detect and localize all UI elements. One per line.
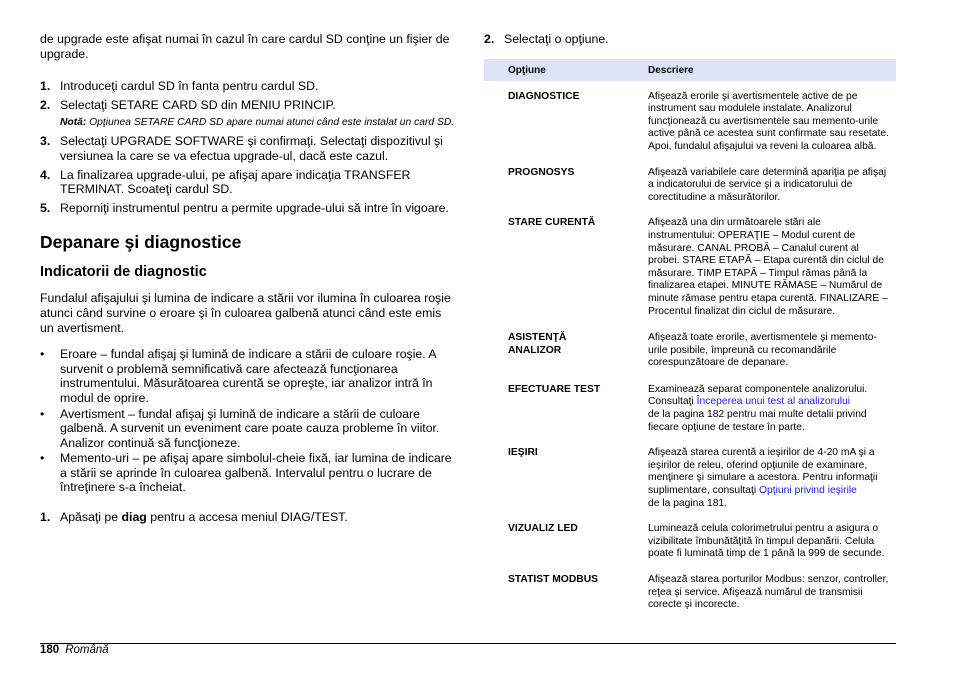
bullet-item: • Avertisment – fundal afişaj şi lumină de indicare a stării de culoare galbenă. A survenit un eveniment care poate cauza probleme în viitor. Analizor continuă să funcţioneze.	[40, 406, 440, 450]
language-label: Română	[65, 644, 109, 656]
table-row: PROGNOSYS Afişează variabilele care determină apariţia pe afişaj a indicatorului de service şi a indicatorului de corectitudine a măsurătorilor.	[508, 166, 887, 203]
table-row: EFECTUARE TEST Examinează separat componentele analizorului. Consultaţi Începerea unui test al analizorului de la pagina 182 pentru mai multe detalii privind fiecare opţiune de testare în parte.	[508, 383, 868, 433]
intro-text: de upgrade este afişat numai în cazul în care cardul SD conţine un fişier de upgrade.	[40, 32, 450, 61]
page-number: 180	[40, 644, 60, 656]
table-row: DIAGNOSTICE Afişează erorile şi avertismentele active de pe instrument sau modulele instalate. Analizorul funcţionează cu avertismentele sau memento-urile active până ce acestea sunt confirmate sau resetate. Apoi, fundalul afişajului va reveni la culoarea albă.	[508, 90, 889, 152]
options-table	[484, 59, 896, 612]
subsection-heading: Indicatorii de diagnostic	[40, 264, 207, 281]
bullet-item: • Memento-uri – pe afişaj apare simbolul-cheie fixă, iar lumina de indicare a stării se aprinde în culoarea galbenă. Intervalul pentru o lucrare de întreţinere s-a încheiat.	[40, 451, 452, 495]
table-row: IEŞIRI Afişează starea curentă a ieşirilor de 4-20 mA şi a ieşirilor de releu, oferind opţiunile de examinare, menţinere şi simulare a acestora. Pentru informaţii suplimentare, consultaţi Opţiuni privind ieşirile de la pagina 181.	[508, 447, 878, 509]
diag-step-1: 1. Apăsaţi pe diag pentru a accesa meniul DIAG/TEST.	[40, 510, 348, 525]
col-header-option: Opţiune	[484, 59, 642, 81]
bullet-item: • Eroare – fundal afişaj şi lumină de indicare a stării de culoare roşie. A survenit o problemă semnificativă care afectează funcţionarea instrumentului. Măsurătoarea curentă se opreşte, iar analizor intră în modul de oprire.	[40, 347, 436, 405]
step-2: 2. Selectaţi SETARE CARD SD din MENIU PRINCIP.	[40, 97, 336, 112]
section-heading: Depanare şi diagnostice	[40, 232, 242, 253]
diagnostic-paragraph: Fundalul afişajului şi lumina de indicare a stării vor ilumina în culoarea roşie atunci când survine o eroare şi în culoarea galbenă atunci când este emis un avertisment.	[40, 291, 451, 335]
col-header-description: Descriere	[642, 59, 896, 81]
right-column	[484, 32, 896, 612]
step-5: 5. Reporniţi instrumentul pentru a permite upgrade-ului să intre în vigoare.	[40, 200, 449, 215]
footer-rule	[40, 643, 896, 644]
step-4: 4. La finalizarea upgrade-ului, pe afişaj apare indicaţia TRANSFER TERMINAT. Scoateţi cardul SD.	[40, 167, 411, 197]
left-column	[40, 32, 455, 525]
table-row: STARE CURENTĂ Afişează una din următoarele stări ale instrumentului: OPERAŢIE – Modul curent de măsurare. CANAL PROBĂ – Canalul curent al probei. STARE ETAPĂ – Etapa curentă din ciclul de măsurare. TIMP ETAPĂ – Timpul rămas până la finalizarea etapei. MINUTE RĂMASE – Numărul de minute rămase pentru etapa curentă. FINALIZARE – Procentul finalizat din ciclul de măsurare.	[508, 217, 888, 317]
page-footer	[40, 643, 109, 657]
table-header-row	[484, 59, 896, 81]
option-step-2: 2. Selectaţi o opţiune.	[484, 32, 609, 46]
step-3: 3. Selectaţi UPGRADE SOFTWARE şi confirmaţi. Selectaţi dispozitivul şi versiunea la care se va efectua upgrade-ul, dacă este cazul.	[40, 134, 443, 163]
link-start-test[interactable]: Începerea unui test al analizorului	[696, 396, 851, 408]
note: Notă: Opţiunea SETARE CARD SD apare numai atunci când este instalat un card SD.	[60, 117, 455, 129]
table-row: ASISTENŢĂ ANALIZOR Afişează toate erorile, avertismentele şi memento-urile posibile, împreună cu recomandările corespunzătoare de depanare.	[508, 332, 877, 369]
link-output-options[interactable]: Opţiuni privind ieşirile	[759, 485, 857, 497]
table-row: VIZUALIZ LED Luminează celula colorimetrului pentru a asigura o vizibilitate îmbunătăţită în timpul depanării. Celula poate fi luminată timp de 1 până la 999 de secunde.	[508, 523, 885, 560]
table-row: STATIST MODBUS Afişează starea porturilor Modbus: senzor, controller, reţea şi service. Afişează numărul de transmisii corecte şi incorecte.	[508, 574, 889, 611]
step-1: 1. Introduceţi cardul SD în fanta pentru cardul SD.	[40, 79, 319, 94]
